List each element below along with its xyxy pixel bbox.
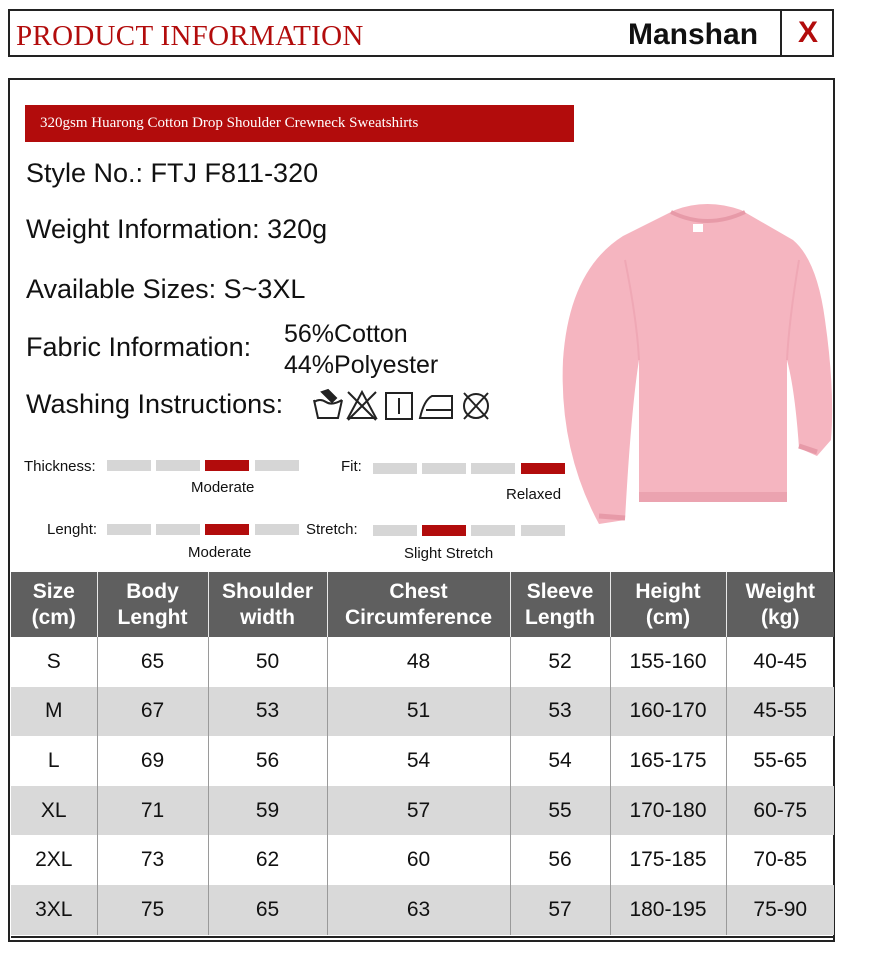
table-cell: 54 [510,736,610,786]
header-shoulder-width: Shoulder width [208,572,327,637]
table-cell: 65 [97,637,208,687]
page-title: PRODUCT INFORMATION [16,20,364,52]
do-not-bleach-icon [348,392,376,420]
table-cell: 62 [208,835,327,885]
stretch-segment-active [422,525,466,536]
length-segment [255,524,299,535]
header-divider [780,11,782,55]
header-height: Height (cm) [610,572,726,637]
table-cell: 60-75 [726,786,834,836]
thickness-label: Thickness: [24,458,96,475]
table-cell: 175-185 [610,835,726,885]
thickness-value: Moderate [191,479,255,496]
table-row [11,885,834,935]
table-cell: 57 [327,786,510,836]
washing-icons [312,388,494,427]
product-banner-text: 320gsm Huarong Cotton Drop Shoulder Crewneck Sweatshirts [40,115,419,131]
length-segment [156,524,200,535]
stretch-scale [373,525,566,536]
fit-segment [471,463,515,474]
fit-segment [373,463,417,474]
thickness-segment-active [205,460,249,471]
size-chart-table [11,572,834,935]
fabric-cotton: 56%Cotton [284,320,408,348]
table-header-row [11,572,834,637]
table-cell: 48 [327,637,510,687]
table-cell: 52 [510,637,610,687]
thickness-segment [255,460,299,471]
stretch-segment [521,525,565,536]
stretch-segment [471,525,515,536]
header-bar [8,9,834,57]
header-size: Size (cm) [11,572,97,637]
washing-label: Washing Instructions: [26,389,284,419]
table-bottom-border [11,936,834,938]
table-cell: 155-160 [610,637,726,687]
hand-wash-icon [314,390,342,418]
table-cell: 55 [510,786,610,836]
table-cell: 70-85 [753,848,808,872]
table-cell: 56 [510,835,610,885]
fit-scale [373,463,566,474]
length-label: Lenght: [47,521,98,538]
table-cell: 71 [97,786,208,836]
table-cell: 57 [510,885,610,935]
table-cell: 51 [327,687,510,737]
table-row [11,736,834,786]
stretch-label: Stretch: [306,521,358,538]
stretch-segment [373,525,417,536]
stretch-value: Slight Stretch [404,545,494,562]
close-button[interactable]: X [798,16,819,49]
header-body-length: Body Lenght [97,572,208,637]
table-cell: 3XL [11,885,97,935]
length-segment [107,524,151,535]
table-cell: 65 [208,885,327,935]
table-cell: 165-175 [610,736,726,786]
table-cell: 75-90 [726,885,834,935]
table-cell: 50 [208,637,327,687]
table-cell: 180-195 [610,885,726,935]
fit-value: Relaxed [506,486,562,503]
table-cell: 67 [97,687,208,737]
table-row [11,835,834,885]
fabric-label: Fabric Information: [26,332,252,362]
table-cell: 63 [327,885,510,935]
table-row [11,637,834,687]
iron-icon [420,396,452,418]
table-row [11,786,834,836]
table-cell: 53 [510,687,610,737]
table-cell: 73 [97,835,208,885]
table-cell: 55-65 [753,748,808,772]
table-cell: 53 [208,687,327,737]
header-weight: Weight (kg) [726,572,834,637]
length-value: Moderate [188,544,252,561]
available-sizes: Available Sizes: S~3XL [26,274,306,304]
table-cell: 60 [327,835,510,885]
fabric-polyester: 44%Polyester [284,351,439,379]
table-cell: 45-55 [726,687,834,737]
table-cell: M [11,687,97,737]
table-cell: 2XL [11,835,97,885]
header-sleeve-length: Sleeve Length [510,572,610,637]
fit-segment [422,463,466,474]
length-scale [107,524,300,535]
thickness-scale [107,460,300,471]
style-number: Style No.: FTJ F811-320 [26,158,319,188]
table-cell: S [11,637,97,687]
do-not-dry-clean-icon [464,393,488,419]
product-banner [25,105,574,142]
tumble-dry-icon [386,393,412,419]
fit-label: Fit: [341,458,362,475]
thickness-segment [107,460,151,471]
length-segment-active [205,524,249,535]
table-cell: 69 [97,736,208,786]
table-cell: 170-180 [610,786,726,836]
table-cell: XL [11,786,97,836]
fit-segment-active [521,463,565,474]
table-cell: 75 [97,885,208,935]
sweatshirt-image [555,200,840,535]
table-cell: 40-45 [753,649,808,673]
table-cell: 160-170 [610,687,726,737]
table-row [11,687,834,737]
table-cell: 56 [208,736,327,786]
brand-name: Manshan [628,18,759,51]
thickness-segment [156,460,200,471]
table-cell: L [11,736,97,786]
table-cell: 59 [208,786,327,836]
header-chest: Chest Circumference [327,572,510,637]
weight-info: Weight Information: 320g [26,214,328,244]
table-cell: 54 [327,736,510,786]
